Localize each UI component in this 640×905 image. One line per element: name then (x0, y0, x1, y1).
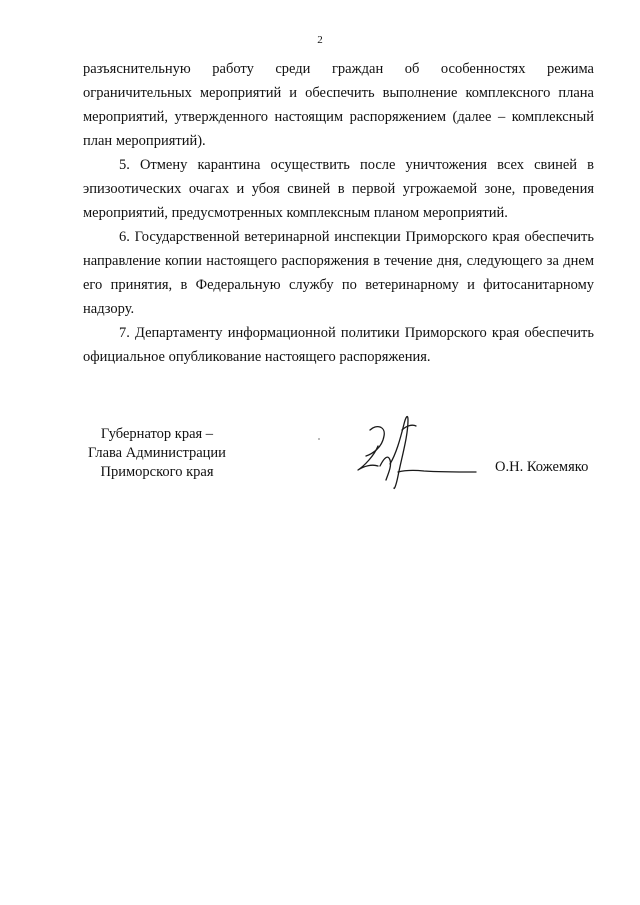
signatory-position-line: Глава Администрации (88, 445, 226, 461)
paragraph-item-5: 5. Отмену карантина осуществить после уничтожения всех свиней в эпизоотических очагах и убоя свиней в первой угрожаемой зоне, проведения мероприятий, предусмотренных комплексным планом мероприятий. (83, 157, 594, 221)
scan-speck (318, 438, 320, 440)
paragraph-item-7: 7. Департаменту информационной политики Приморского края обеспечить официальное опубликование настоящего распоряжения. (83, 325, 594, 365)
paragraph-continuation: разъяснительную работу среди граждан об особенностях режима ограничительных мероприятий и обеспечить выполнение комплексного плана мероприятий, утвержденного настоящим распоряжением (далее – комплексный план мероприятий). (83, 61, 594, 149)
signatory-name: О.Н. Кожемяко (495, 459, 589, 475)
signatory-position (72, 425, 242, 482)
signatory-position-line: Приморского края (100, 464, 214, 480)
handwritten-signature (350, 410, 480, 492)
document-body (83, 57, 594, 369)
signatory-position-line: Губернатор края – (100, 426, 214, 442)
paragraph-item-6: 6. Государственной ветеринарной инспекции Приморского края обеспечить направление копии настоящего распоряжения в течение дня, следующего за днем его принятия, в Федеральную службу по ветеринарному и фитосанитарному надзору. (83, 229, 594, 317)
page-number: 2 (317, 34, 323, 46)
